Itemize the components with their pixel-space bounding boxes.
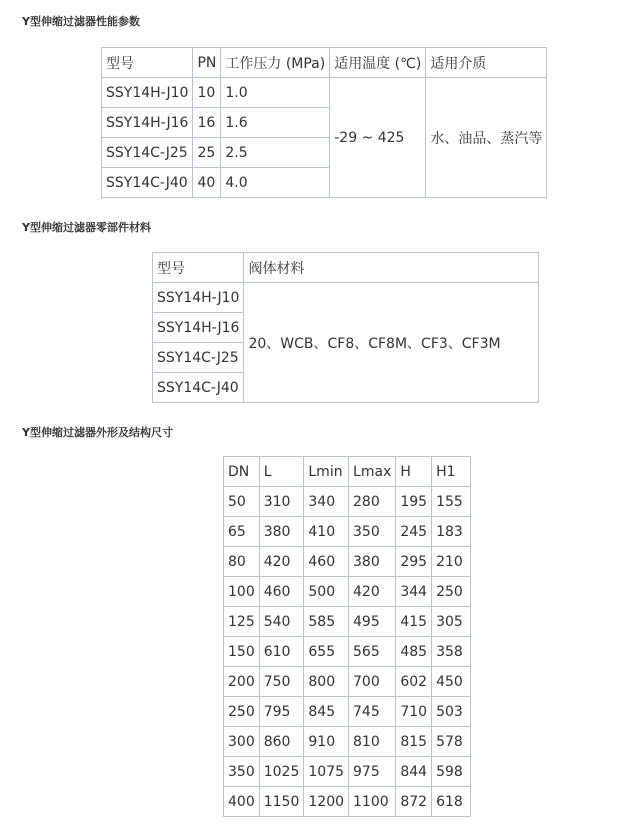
table-row	[224, 577, 471, 607]
table-cell: 1075	[304, 757, 349, 787]
table-cell: 155	[432, 487, 471, 517]
table-cell: 420	[349, 577, 396, 607]
table-row	[224, 787, 471, 817]
table-cell: 150	[224, 637, 260, 667]
table-cell: 380	[259, 517, 304, 547]
table-row	[224, 757, 471, 787]
table-cell: 2.5	[221, 138, 330, 168]
table-cell: 344	[396, 577, 432, 607]
table-cell: 340	[304, 487, 349, 517]
table-cell: 700	[349, 667, 396, 697]
table-row	[224, 667, 471, 697]
table-cell: 460	[259, 577, 304, 607]
table-cell: 1.6	[221, 108, 330, 138]
header-cell: L	[259, 457, 304, 487]
material-cell: 20、WCB、CF8、CF8M、CF3、CF3M	[244, 283, 539, 403]
header-cell: 适用介质	[426, 48, 547, 78]
table-cell: 210	[432, 547, 471, 577]
table-cell: 810	[349, 727, 396, 757]
table-cell: 602	[396, 667, 432, 697]
table-cell: 250	[224, 697, 260, 727]
table-cell: SSY14C-J40	[153, 373, 244, 403]
table-cell: 745	[349, 697, 396, 727]
table-cell: 975	[349, 757, 396, 787]
table-cell: 80	[224, 547, 260, 577]
table-cell: 585	[304, 607, 349, 637]
table-cell: 815	[396, 727, 432, 757]
table-row	[224, 607, 471, 637]
table-cell: 610	[259, 637, 304, 667]
table-row	[224, 547, 471, 577]
table-cell: 300	[224, 727, 260, 757]
table-cell: 350	[349, 517, 396, 547]
table-cell: 844	[396, 757, 432, 787]
table-cell: 245	[396, 517, 432, 547]
table-row	[224, 727, 471, 757]
table-cell: 415	[396, 607, 432, 637]
table-cell: 100	[224, 577, 260, 607]
table-header-row	[153, 253, 539, 283]
table-cell: 280	[349, 487, 396, 517]
table-cell: 1100	[349, 787, 396, 817]
table-cell: 495	[349, 607, 396, 637]
table-cell: 380	[349, 547, 396, 577]
table-row	[224, 697, 471, 727]
table-cell: 410	[304, 517, 349, 547]
table-cell: 400	[224, 787, 260, 817]
table-row	[102, 78, 547, 108]
header-cell: H	[396, 457, 432, 487]
table-cell: 500	[304, 577, 349, 607]
table-cell: 540	[259, 607, 304, 637]
table-cell: 450	[432, 667, 471, 697]
table-row	[224, 517, 471, 547]
table-cell: 250	[432, 577, 471, 607]
table-cell: 503	[432, 697, 471, 727]
header-cell: H1	[432, 457, 471, 487]
table-cell: 25	[193, 138, 221, 168]
table-cell: 200	[224, 667, 260, 697]
performance-heading: Y型伸缩过滤器性能参数	[22, 15, 140, 28]
table-cell: 1150	[259, 787, 304, 817]
table-cell: 598	[432, 757, 471, 787]
table-cell: 872	[396, 787, 432, 817]
materials-table	[152, 252, 539, 403]
table-cell: 183	[432, 517, 471, 547]
table-cell: SSY14H-J16	[102, 108, 193, 138]
table-cell: 4.0	[221, 168, 330, 198]
table-row	[153, 283, 539, 313]
table-cell: 710	[396, 697, 432, 727]
table-row	[224, 637, 471, 667]
table-cell: SSY14C-J40	[102, 168, 193, 198]
table-header-row	[102, 48, 547, 78]
table-cell: 618	[432, 787, 471, 817]
table-cell: 845	[304, 697, 349, 727]
header-cell: 阀体材料	[244, 253, 539, 283]
table-cell: 295	[396, 547, 432, 577]
table-cell: 860	[259, 727, 304, 757]
table-cell: SSY14C-J25	[153, 343, 244, 373]
header-cell: 型号	[153, 253, 244, 283]
materials-heading: Y型伸缩过滤器零部件材料	[22, 221, 151, 234]
table-cell: 420	[259, 547, 304, 577]
performance-table	[101, 47, 547, 198]
table-row	[224, 487, 471, 517]
table-cell: 358	[432, 637, 471, 667]
header-cell: 型号	[102, 48, 193, 78]
table-header-row	[224, 457, 471, 487]
table-cell: 310	[259, 487, 304, 517]
header-cell: Lmax	[349, 457, 396, 487]
dimensions-table	[223, 456, 471, 817]
header-cell: Lmin	[304, 457, 349, 487]
table-cell: 1200	[304, 787, 349, 817]
table-cell: 1025	[259, 757, 304, 787]
table-cell: 910	[304, 727, 349, 757]
table-cell: SSY14H-J10	[153, 283, 244, 313]
table-cell: 800	[304, 667, 349, 697]
table-cell: 350	[224, 757, 260, 787]
table-cell: 50	[224, 487, 260, 517]
table-cell: 460	[304, 547, 349, 577]
table-cell: 40	[193, 168, 221, 198]
header-cell: 工作压力 (MPa)	[221, 48, 330, 78]
table-cell: 1.0	[221, 78, 330, 108]
table-cell: 125	[224, 607, 260, 637]
table-cell: 65	[224, 517, 260, 547]
dimensions-heading: Y型伸缩过滤器外形及结构尺寸	[22, 426, 173, 439]
table-cell: SSY14H-J10	[102, 78, 193, 108]
table-cell: 578	[432, 727, 471, 757]
header-cell: 适用温度 (℃)	[330, 48, 426, 78]
table-cell: 565	[349, 637, 396, 667]
header-cell: DN	[224, 457, 260, 487]
table-cell: 750	[259, 667, 304, 697]
header-cell: PN	[193, 48, 221, 78]
table-cell: 305	[432, 607, 471, 637]
table-cell: SSY14H-J16	[153, 313, 244, 343]
medium-cell: 水、油品、蒸汽等	[426, 78, 547, 198]
temperature-cell: -29 ~ 425	[330, 78, 426, 198]
table-cell: 655	[304, 637, 349, 667]
table-cell: 16	[193, 108, 221, 138]
table-cell: 485	[396, 637, 432, 667]
table-cell: SSY14C-J25	[102, 138, 193, 168]
table-cell: 10	[193, 78, 221, 108]
table-cell: 195	[396, 487, 432, 517]
table-cell: 795	[259, 697, 304, 727]
